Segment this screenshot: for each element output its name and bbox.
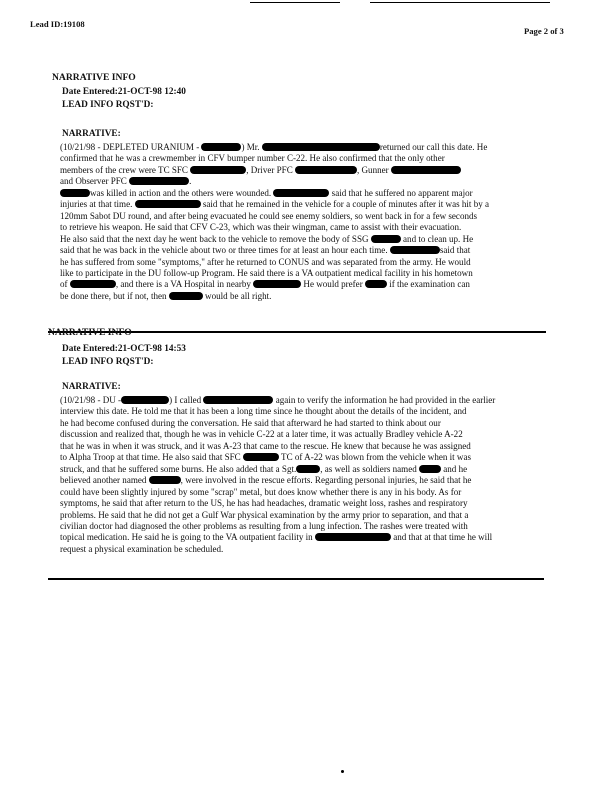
narrative-text: could have been slightly injured by some "scrap" metal, but does know whether there is any in his body. As for [60, 486, 462, 497]
narrative-text: and Observer PFC [60, 176, 130, 187]
narrative-text: and he [441, 463, 468, 474]
narrative-text: TC of A-22 was blown from the vehicle when it was [278, 452, 471, 463]
narrative-text: confirmed that he was a crewmember in CFV bumper number C-22. He also confirmed that the only other [60, 153, 445, 164]
scan-dot [341, 770, 344, 773]
narrative-text: 120mm Sabot DU round, and after being evacuated he could see enemy soldiers, so went back in for a few seconds [60, 210, 478, 221]
narrative-label: NARRATIVE: [62, 129, 121, 139]
date-entered: Date Entered:21-OCT-98 12:40 [62, 87, 186, 97]
narrative-line [60, 395, 495, 406]
date-entered: Date Entered:21-OCT-98 14:53 [62, 344, 186, 354]
narrative-text: of [60, 279, 70, 290]
narrative-text: was killed in action and the others were wounded. [90, 187, 274, 198]
narrative-line [60, 211, 489, 222]
section-divider [48, 578, 544, 580]
narrative-line [60, 406, 495, 417]
narrative-text: to Alpha Troop at that time. He also said that SFC [60, 452, 243, 463]
narrative-text: that he was in when it was struck, and it was A-23 that came to the rescue. He knew that because he was assigned [60, 440, 471, 451]
narrative-text: injuries at that time. [60, 199, 135, 210]
redaction-mark [149, 476, 181, 484]
narrative-text: topical medication. He said he is going to the VA outpatient facility in [60, 532, 315, 543]
lead-info-requested: LEAD INFO RQST'D: [62, 357, 154, 367]
redaction-mark [262, 143, 380, 151]
redaction-mark [273, 189, 329, 197]
narrative-line [60, 234, 489, 245]
narrative-line [60, 268, 489, 279]
narrative-text: request a physical examination be scheduled. [60, 543, 224, 554]
redaction-mark [390, 246, 440, 254]
narrative-line [60, 429, 495, 440]
narrative-text: He would prefer [301, 279, 365, 290]
redaction-mark [203, 396, 273, 404]
narrative-text: ) I called [169, 395, 204, 405]
redaction-mark [253, 280, 301, 288]
narrative-text: if the examination can [386, 279, 470, 290]
redaction-mark [121, 396, 169, 404]
narrative-text: and to clean up. He [400, 233, 474, 244]
page-number: Page 2 of 3 [524, 26, 564, 36]
narrative-line [60, 199, 489, 210]
narrative-text: be done there, but if not, then [60, 290, 169, 301]
redaction-mark [201, 143, 241, 151]
scan-mark [250, 2, 340, 3]
narrative-text: like to participate in the DU follow-up Program. He said there is a VA outpatient medical facility in his hometown [60, 267, 473, 278]
narrative-text: said that he suffered no apparent major [329, 187, 473, 198]
narrative-text: again to verify the information he had provided in the earlier [273, 395, 496, 405]
redaction-mark [365, 280, 387, 288]
narrative-text: returned our call this date. He [379, 142, 488, 152]
redaction-mark [169, 292, 203, 300]
redaction-mark [129, 176, 192, 187]
narrative-line [60, 441, 495, 452]
narrative-line [60, 291, 489, 302]
narrative-text: , Gunner [357, 164, 391, 175]
narrative-line [60, 544, 495, 555]
narrative-text: he has suffered from some "symptoms," after he returned to CONUS and was separated from the army. He would [60, 256, 471, 267]
redaction-mark [296, 465, 320, 473]
narrative-text: (10/21/98 - DEPLETED URANIUM - [60, 142, 202, 152]
narrative-text: believed another named [60, 475, 149, 486]
narrative-text: discussion and realized that, though he was in vehicle C-22 at a later time, it was actually Bradley vehicle A-22 [60, 429, 463, 440]
narrative-text: (10/21/98 - DU - [60, 395, 122, 405]
narrative-line [60, 475, 495, 486]
narrative-line [60, 245, 489, 256]
narrative-body [60, 142, 489, 302]
narrative-text: he had become confused during the conversation. He said that afterward he had started to think about our [60, 417, 441, 428]
narrative-line [60, 510, 495, 521]
narrative-line [60, 279, 489, 290]
narrative-line [60, 165, 489, 176]
narrative-line [60, 532, 495, 543]
redaction-mark [295, 166, 357, 174]
narrative-line [60, 418, 495, 429]
lead-id: Lead ID:19108 [30, 19, 85, 29]
narrative-text: ) Mr. [241, 142, 262, 152]
narrative-text: . [189, 176, 192, 187]
narrative-text: civilian doctor had diagnosed the other problems as resulting from a lung infection. The rashes were treated with [60, 520, 468, 531]
narrative-line [60, 487, 495, 498]
narrative-text: problems. He said that he did not get a Gulf War physical examination by the army prior to separation, and that a [60, 509, 469, 520]
redaction-mark [70, 280, 116, 288]
redaction-mark [60, 189, 90, 197]
narrative-line [60, 153, 489, 164]
narrative-line [60, 464, 495, 475]
narrative-line [60, 452, 495, 463]
narrative-line [60, 521, 495, 532]
narrative-text: to retrieve his weapon. He said that CFV C-23, which was their wingman, came to assist with their evacuation. [60, 222, 462, 233]
narrative-text: , and there is a VA Hospital in nearby [115, 279, 254, 290]
narrative-body [60, 395, 495, 555]
narrative-text: , were involved in the rescue efforts. Regarding personal injuries, he said that he [180, 475, 472, 486]
narrative-text: members of the crew were TC SFC [60, 164, 191, 175]
narrative-text: , as well as soldiers named [320, 463, 419, 474]
redaction-mark [190, 166, 246, 174]
narrative-text: said that he remained in the vehicle for a couple of minutes after it was hit by a [200, 199, 490, 210]
narrative-text: would be all right. [202, 290, 272, 301]
narrative-label: NARRATIVE: [62, 382, 121, 392]
lead-info-requested: LEAD INFO RQST'D: [62, 100, 154, 110]
narrative-text: interview this date. He told me that it has been a long time since he thought about the details of the incident, and [60, 406, 467, 417]
narrative-text: struck, and that he suffered some burns. He also added that a Sgt. [60, 463, 297, 474]
section-title: NARRATIVE INFO [48, 327, 132, 338]
redaction-mark [371, 235, 401, 243]
narrative-text: symptoms, he said that after return to the US, he has had headaches, dramatic weight loss, rashes and respiratory [60, 498, 468, 509]
narrative-line [60, 498, 495, 509]
narrative-line [60, 222, 489, 233]
narrative-line [60, 176, 489, 187]
narrative-line [60, 188, 489, 199]
redaction-mark [243, 453, 279, 461]
narrative-text: , Driver PFC [246, 164, 295, 175]
redaction-mark [419, 465, 441, 473]
narrative-text: said that [439, 245, 471, 256]
narrative-text: He also said that the next day he went back to the vehicle to remove the body of SSG [60, 233, 371, 244]
narrative-line [60, 142, 489, 153]
narrative-line [60, 257, 489, 268]
redaction-mark [391, 166, 461, 174]
redaction-mark [315, 533, 391, 541]
scan-mark [370, 2, 550, 3]
narrative-text: said that he was back in the vehicle about two or three times for at least an hour each time. [60, 245, 390, 256]
redaction-mark [135, 200, 201, 208]
narrative-text: and that at that time he will [390, 532, 493, 543]
section-title: NARRATIVE INFO [52, 72, 136, 83]
